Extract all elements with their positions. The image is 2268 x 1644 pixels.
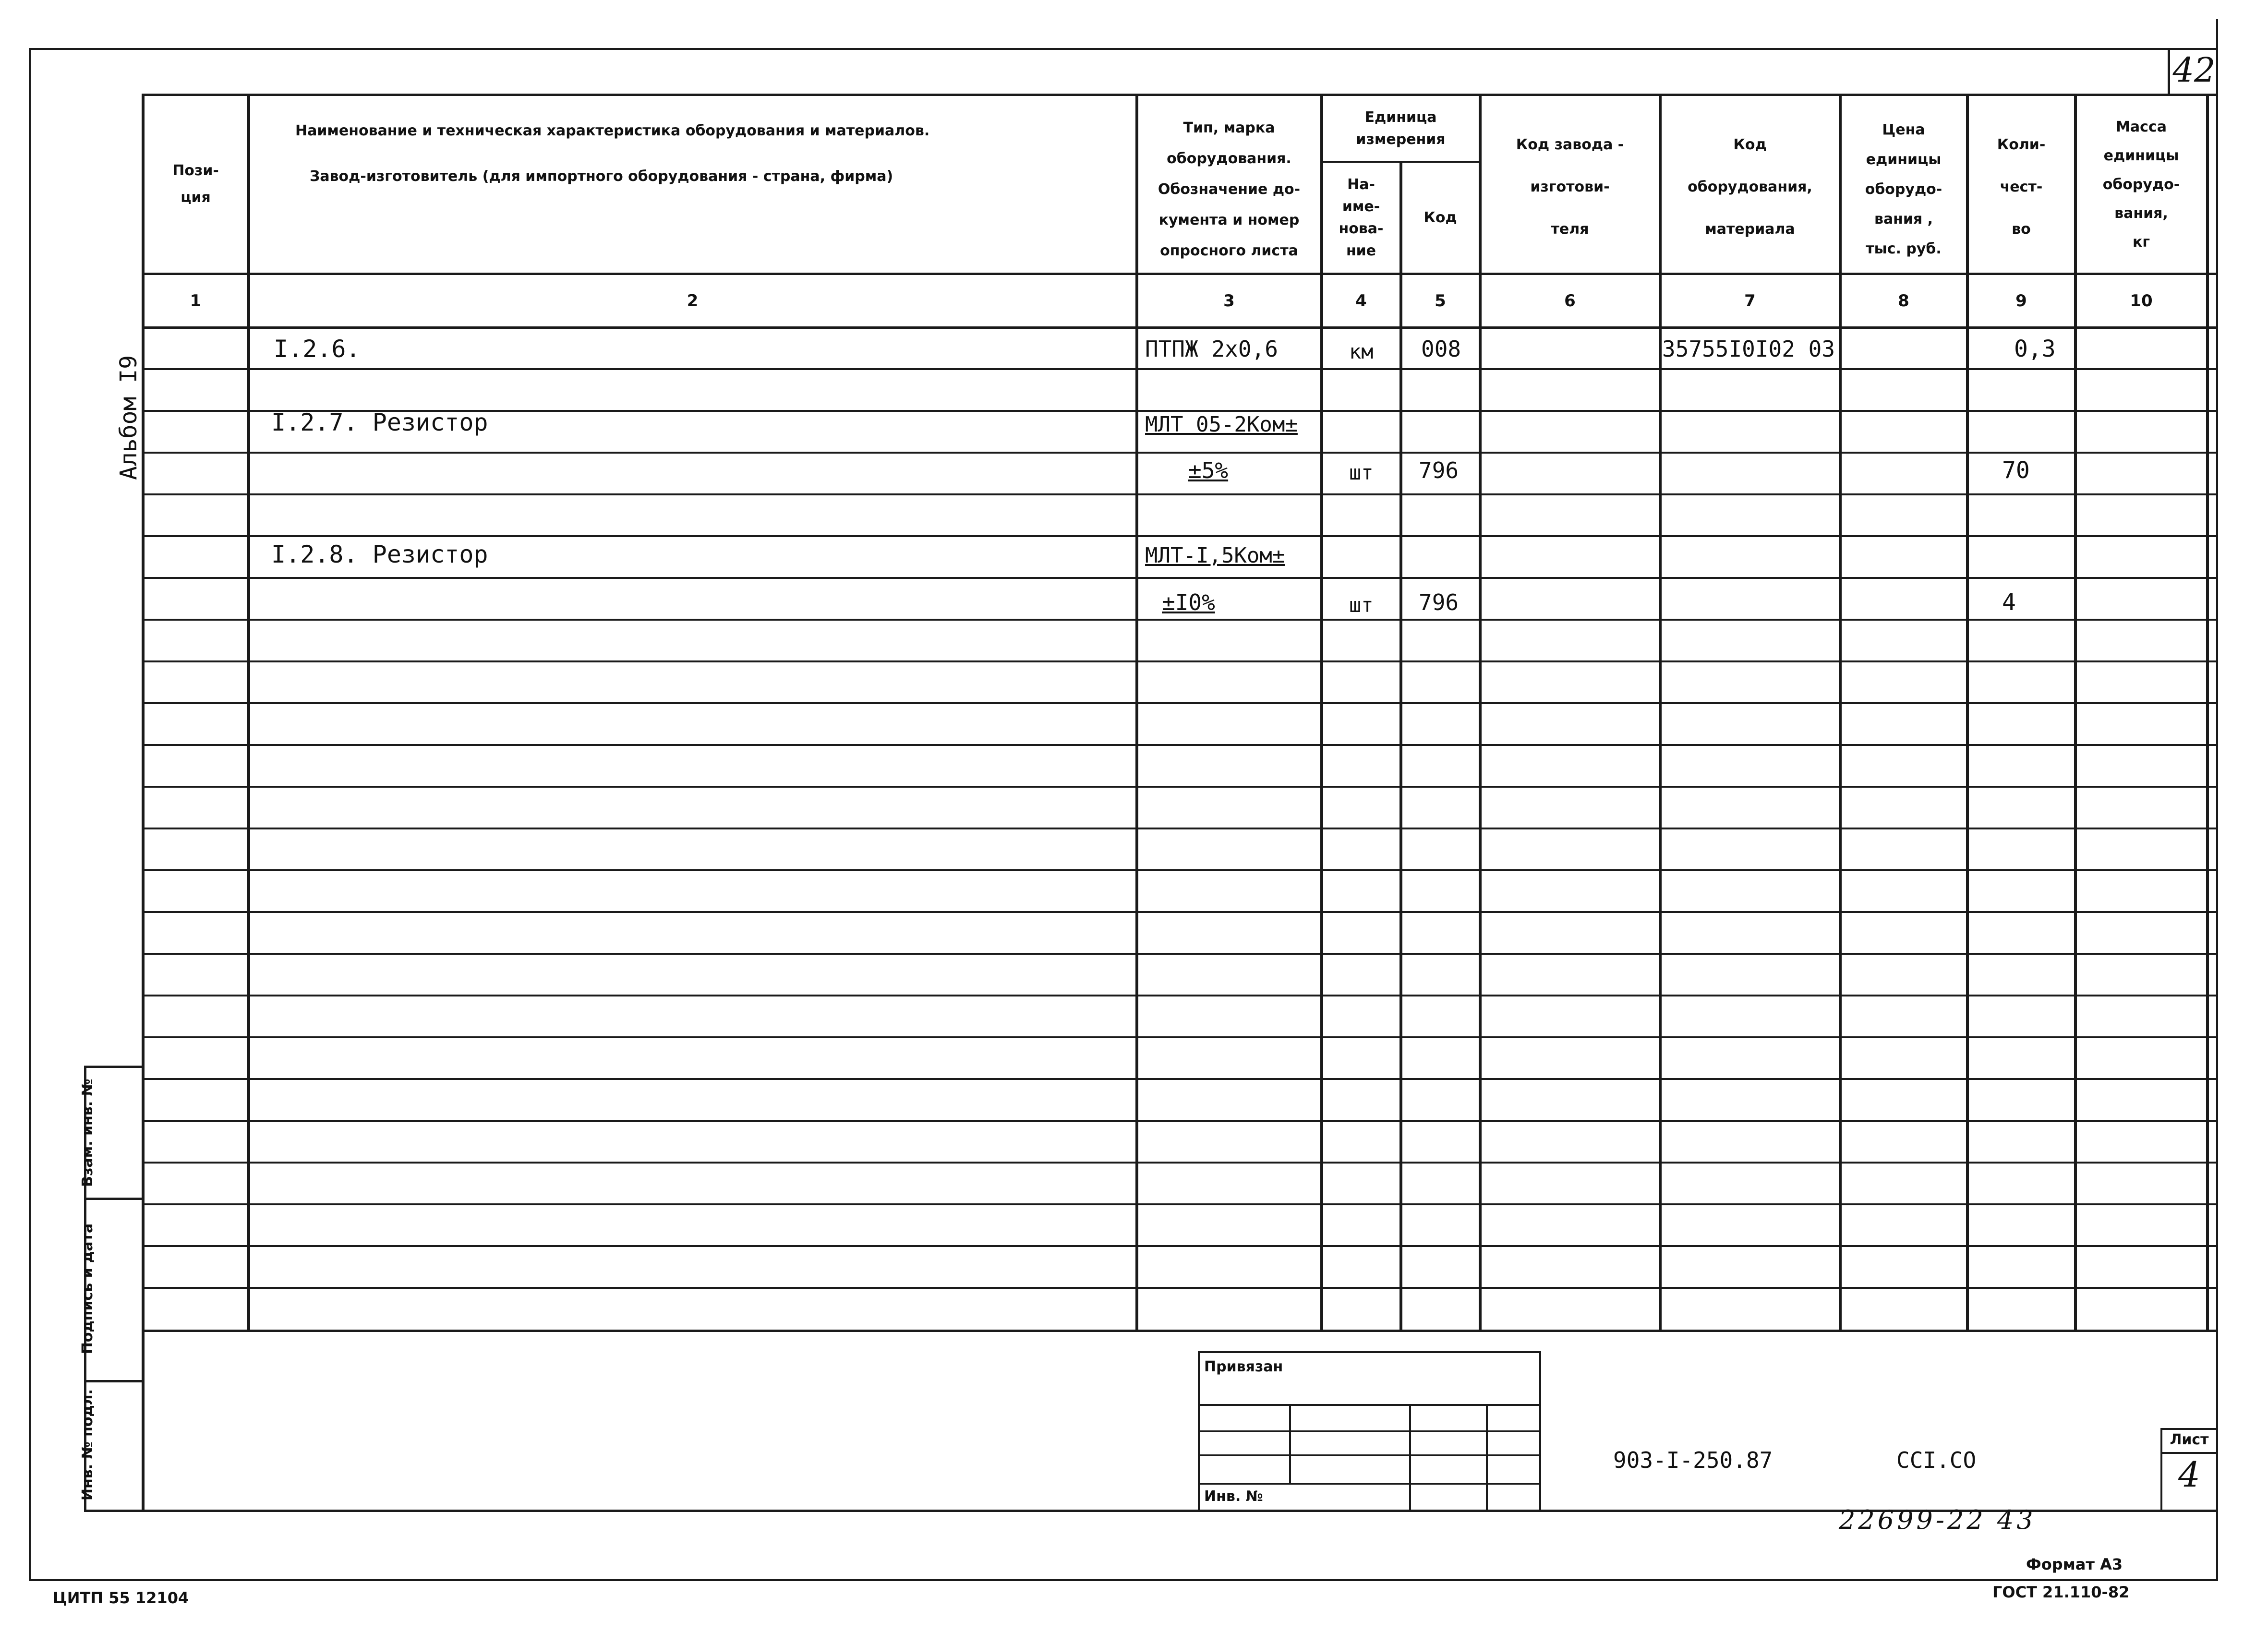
row-4-position: I.2.8. Резистор <box>271 540 488 568</box>
table-row-line <box>142 1203 2218 1205</box>
table-row-line <box>142 452 2218 454</box>
album-label: Альбом I9 <box>115 355 142 480</box>
privyazan-row-3 <box>1198 1454 1541 1456</box>
header-col-3: Тип, марка оборудования. Обозначение до- кумента и номер опросного листа <box>1158 120 1301 259</box>
table-row-line <box>142 869 2218 871</box>
col-number-10: 10 <box>2130 291 2153 311</box>
row-1-unit: км <box>1349 340 1374 363</box>
table-row-line <box>142 535 2218 537</box>
privyazan-row-4 <box>1198 1483 1541 1485</box>
row-1-equip-code: 35755I0I02 03 <box>1662 336 1835 362</box>
row-1-position: I.2.6. <box>274 335 361 363</box>
table-row-line <box>142 744 2218 746</box>
unit-group-divider <box>1320 161 1479 163</box>
row-5-code: 796 <box>1419 589 1459 615</box>
privyazan-top <box>1198 1351 1541 1353</box>
header-col-5: Код <box>1424 209 1457 226</box>
row-3-unit: шт <box>1349 461 1374 484</box>
header-col-7: Код оборудования, материала <box>1688 136 1812 238</box>
table-row-line <box>142 1245 2218 1247</box>
privyazan-col-2 <box>1409 1404 1411 1510</box>
table-row-line <box>142 995 2218 996</box>
row-1-code: 008 <box>1421 336 1461 362</box>
header-col-10: Масса единицы оборудо- вания, кг <box>2102 119 2180 251</box>
header-col-1: Пози- ция <box>172 162 219 206</box>
col-number-3: 3 <box>1223 291 1235 311</box>
side-label-inv-podl: Инв. № подл. <box>79 1389 96 1501</box>
table-row-line <box>142 786 2218 788</box>
section-code: ССI.СО <box>1896 1447 1977 1473</box>
row-1-type: ПТПЖ 2х0,6 <box>1145 336 1278 362</box>
document-code: 903-I-250.87 <box>1613 1447 1773 1473</box>
side-label-podpis: Подпись и дата <box>79 1223 96 1355</box>
row-3-qty: 70 <box>2002 457 2030 484</box>
table-row-line <box>142 828 2218 829</box>
sheet-border-bottom <box>29 1579 2218 1581</box>
row-5-unit: шт <box>1349 593 1374 617</box>
table-row-line <box>142 1287 2218 1289</box>
corner-box-left <box>2168 48 2170 94</box>
header-col-9: Коли- чест- во <box>1997 136 2046 238</box>
sheet-border-right <box>2216 19 2218 1579</box>
privyazan-col-3 <box>1486 1404 1488 1510</box>
format-label: Формат А3 <box>2026 1555 2123 1573</box>
gost-label: ГОСТ 21.110-82 <box>1992 1583 2130 1601</box>
sheet-box-mid <box>2160 1452 2218 1454</box>
table-row-line <box>142 1078 2218 1080</box>
sheet-box-top <box>2160 1428 2218 1430</box>
header-unit-group: Единица измерения <box>1356 108 1446 148</box>
col-number-6: 6 <box>1564 291 1576 311</box>
col-number-4: 4 <box>1355 291 1367 311</box>
row-1-qty: 0,3 <box>2014 336 2056 362</box>
table-row-line <box>142 1036 2218 1038</box>
archive-number: 22699-22 43 <box>1839 1505 2036 1535</box>
col-number-2: 2 <box>687 291 699 311</box>
col-number-1: 1 <box>190 291 202 311</box>
corner-sheet-number: 42 <box>2172 50 2216 90</box>
privyazan-row-2 <box>1198 1430 1541 1432</box>
table-row-line <box>142 953 2218 955</box>
col-number-9: 9 <box>2015 291 2027 311</box>
header-col-8: Цена единицы оборудо- вания , тыс. руб. <box>1865 121 1942 257</box>
sheet-border-top <box>29 48 2218 50</box>
header-col-6: Код завода - изготови- теля <box>1516 136 1624 238</box>
sheet-number: 4 <box>2178 1454 2200 1495</box>
row-4-type: МЛТ-I,5Ком± <box>1145 543 1285 568</box>
col-number-8: 8 <box>1898 291 1909 311</box>
table-top <box>142 94 2218 96</box>
table-row-line <box>142 911 2218 913</box>
row-2-position: I.2.7. Резистор <box>271 408 488 436</box>
header-col-4: На- име- нова- ние <box>1339 176 1384 259</box>
table-row-line <box>142 619 2218 621</box>
row-3-type: ±5% <box>1188 457 1229 483</box>
side-label-vzam: Взам. инв. № <box>79 1079 96 1187</box>
sheet-label: Лист <box>2170 1431 2209 1448</box>
table-row-line <box>142 493 2218 495</box>
col-number-5: 5 <box>1435 291 1446 311</box>
table-row-line <box>142 577 2218 579</box>
privyazan-row-1 <box>1198 1404 1541 1406</box>
header-col-2: Наименование и техническая характеристика оборудования и материалов. Завод-изготовитель (для импортного оборудования - страна, фирма) <box>295 122 930 185</box>
row-5-type: ±I0% <box>1162 589 1215 615</box>
row-5-qty: 4 <box>2002 589 2016 616</box>
sheet-border-left <box>29 48 31 1579</box>
privyazan-col-1 <box>1289 1404 1291 1483</box>
sheet-box-left <box>2160 1428 2162 1510</box>
table-row-line <box>142 1162 2218 1164</box>
table-row-line <box>142 1120 2218 1122</box>
side-stamp-inner <box>142 1330 145 1512</box>
row-2-type: МЛТ 05-2Ком± <box>1145 412 1298 437</box>
inv-no-label: Инв. № <box>1204 1488 1263 1505</box>
col-line-10 <box>2206 94 2209 1330</box>
table-row-line <box>142 702 2218 704</box>
table-row-line <box>142 660 2218 662</box>
row-3-code: 796 <box>1419 457 1459 483</box>
col-number-7: 7 <box>1744 291 1756 311</box>
table-bottom <box>142 1330 2218 1332</box>
table-row-line <box>142 368 2218 370</box>
printer-label: ЦИТП 55 12104 <box>53 1589 189 1607</box>
privyazan-label: Привязан <box>1204 1358 1283 1375</box>
